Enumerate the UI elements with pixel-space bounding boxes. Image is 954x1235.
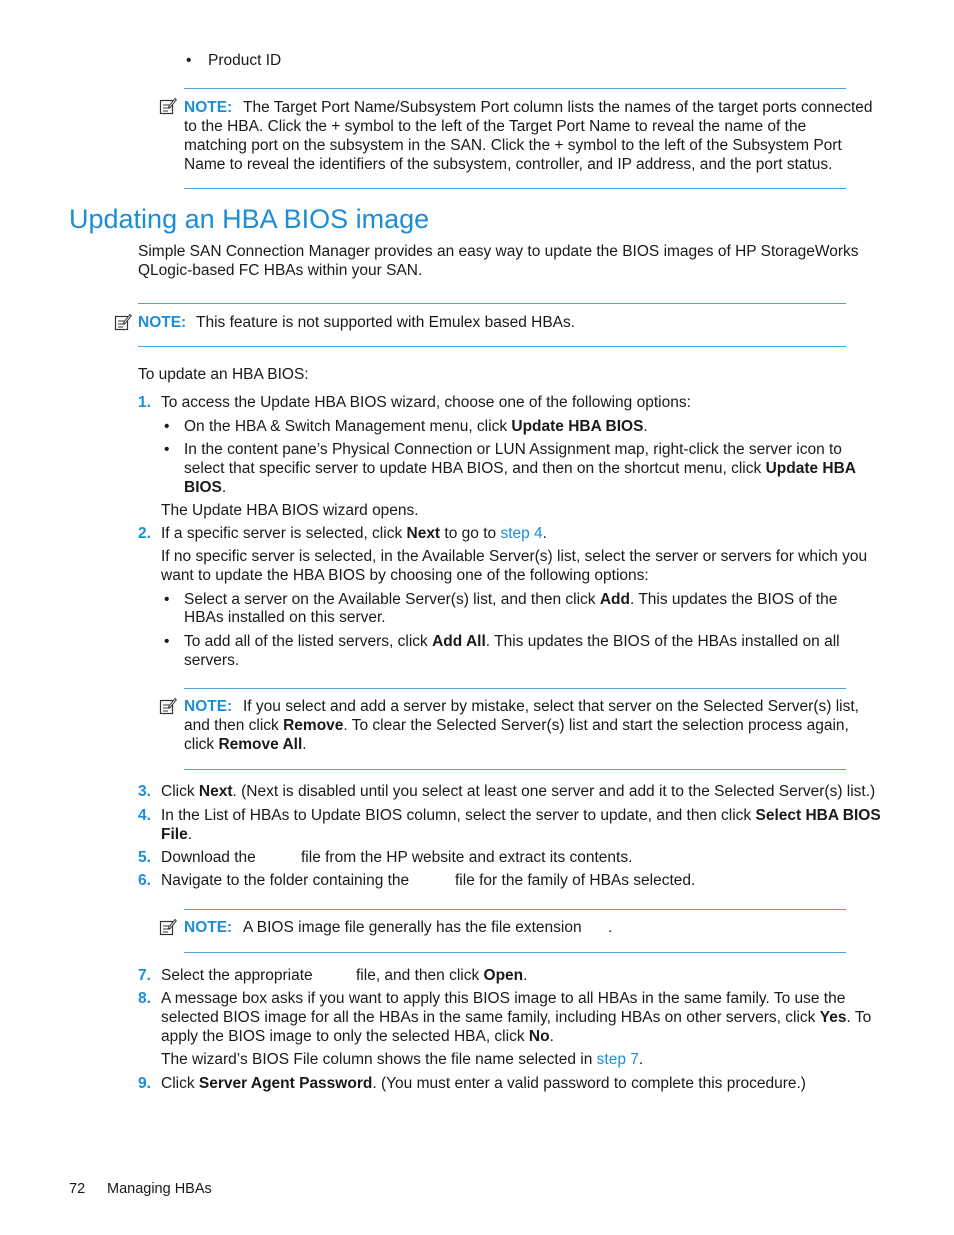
note1-line2: to the HBA. Click the + symbol to the left of the Target Port Name to reveal the name of the <box>184 118 807 135</box>
step7-text-start: Select the appropriate <box>161 967 313 984</box>
note2-text: This feature is not supported with Emulex based HBAs. <box>196 314 576 331</box>
note-label: NOTE: <box>184 99 233 116</box>
step1-option1: On the HBA & Switch Management menu, click Update HBA BIOS. <box>184 418 648 435</box>
step8-line3: apply the BIOS image to only the selected HBA, click No. <box>161 1028 554 1045</box>
step-number: 4. <box>138 807 151 824</box>
note-pencil-icon <box>159 918 177 936</box>
note1-line1: The Target Port Name/Subsystem Port column lists the names of the target ports connected <box>243 99 873 116</box>
note1-line3: matching port on the subsystem in the SAN. Click the + symbol to the left of the Subsystem Port <box>184 137 842 154</box>
step-number: 9. <box>138 1075 151 1092</box>
note3-line2: and then click Remove. To clear the Selected Server(s) list and start the selection process again, <box>184 717 849 734</box>
intro-line1: Simple SAN Connection Manager provides an easy way to update the BIOS images of HP StorageWorks <box>138 243 859 260</box>
step-number: 2. <box>138 525 151 542</box>
step-number: 7. <box>138 967 151 984</box>
product-id-item: Product ID <box>208 52 282 69</box>
step2-option2-line1: To add all of the listed servers, click Add All. This updates the BIOS of the HBAs installed on all <box>184 633 840 650</box>
note-pencil-icon <box>159 697 177 715</box>
note-label: NOTE: <box>138 314 187 331</box>
note-pencil-icon <box>114 313 132 331</box>
procedure-intro: To update an HBA BIOS: <box>138 366 309 383</box>
step2-option1-line2: HBAs installed on this server. <box>184 609 386 626</box>
step2-para-line2: want to update the HBA BIOS by choosing one of the following options: <box>161 567 649 584</box>
step2-text: If a specific server is selected, click Next to go to step 4. <box>161 525 547 542</box>
note3-line3: click Remove All. <box>184 736 307 753</box>
note-bottom-rule <box>184 952 846 953</box>
bullet: • <box>164 633 170 650</box>
step6-text-start: Navigate to the folder containing the <box>161 872 410 889</box>
note-bottom-rule <box>138 346 846 347</box>
step2-option2-line2: servers. <box>184 652 240 669</box>
step8-line2: selected BIOS image for all the HBAs in the same family, including HBAs on other servers, click Yes. To <box>161 1009 872 1026</box>
step7-text-end: file, and then click Open. <box>356 967 528 984</box>
step4-line2: File. <box>161 826 193 843</box>
note1-line4: Name to reveal the identifiers of the subsystem, controller, and IP address, and the port status. <box>184 156 833 173</box>
step1-option2-line2: select that specific server to update HBA BIOS, and then on the shortcut menu, click Update HBA <box>184 460 856 477</box>
note-label: NOTE: <box>184 698 233 715</box>
intro-line2: QLogic-based FC HBAs within your SAN. <box>138 262 423 279</box>
step8-result: The wizard’s BIOS File column shows the file name selected in step 7. <box>161 1051 644 1068</box>
note-top-rule <box>184 88 846 89</box>
bullet: • <box>164 418 170 435</box>
footer-section: Managing HBAs <box>107 1181 212 1197</box>
bullet: • <box>186 52 192 69</box>
step8-line1: A message box asks if you want to apply this BIOS image to all HBAs in the same family. To use the <box>161 990 846 1007</box>
note4-text: A BIOS image file generally has the file extension <box>243 919 582 936</box>
step1-option2-line1: In the content pane’s Physical Connection or LUN Assignment map, right-click the server icon to <box>184 441 842 458</box>
step4-line1: In the List of HBAs to Update BIOS column, select the server to update, and then click Select HBA BIOS <box>161 807 881 824</box>
page-number: 72 <box>69 1181 86 1197</box>
step9-text: Click Server Agent Password. (You must enter a valid password to complete this procedure.) <box>161 1075 806 1092</box>
step-number: 3. <box>138 783 151 800</box>
step3-text: Click Next. (Next is disabled until you select at least one server and add it to the Selected Server(s) list.) <box>161 783 876 800</box>
note4-period: . <box>608 919 613 936</box>
step2-para-line1: If no specific server is selected, in the Available Server(s) list, select the server or servers for which you <box>161 548 868 565</box>
step7-link[interactable]: step 7 <box>596 1051 639 1068</box>
step-number: 1. <box>138 394 151 411</box>
note-bottom-rule <box>184 188 846 189</box>
bullet: • <box>164 441 170 458</box>
step5-text-end: file from the HP website and extract its contents. <box>301 849 633 866</box>
note-top-rule <box>184 909 846 910</box>
step6-text-end: file for the family of HBAs selected. <box>455 872 696 889</box>
note3-line1: If you select and add a server by mistake, select that server on the Selected Server(s) list, <box>243 698 859 715</box>
note-bottom-rule <box>184 769 846 770</box>
note-pencil-icon <box>159 97 177 115</box>
note-top-rule <box>184 688 846 689</box>
step1-option2-line3: BIOS. <box>184 479 227 496</box>
step1-text: To access the Update HBA BIOS wizard, choose one of the following options: <box>161 394 691 411</box>
step-number: 5. <box>138 849 151 866</box>
note-top-rule <box>138 303 846 304</box>
step4-link[interactable]: step 4 <box>500 525 543 542</box>
step-number: 6. <box>138 872 151 889</box>
step1-result: The Update HBA BIOS wizard opens. <box>161 502 419 519</box>
note-label: NOTE: <box>184 919 233 936</box>
bullet: • <box>164 591 170 608</box>
step-number: 8. <box>138 990 151 1007</box>
section-heading: Updating an HBA BIOS image <box>69 204 430 234</box>
step2-option1-line1: Select a server on the Available Server(s) list, and then click Add. This updates the BIOS of the <box>184 591 838 608</box>
step5-text-start: Download the <box>161 849 256 866</box>
